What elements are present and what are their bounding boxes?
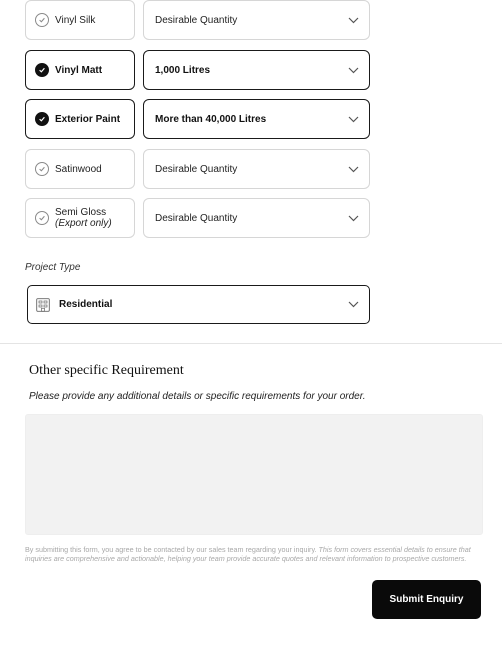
chevron-down-icon xyxy=(348,116,359,123)
check-circle-icon xyxy=(35,211,49,225)
project-type-value: Residential xyxy=(59,299,113,310)
product-note: (Export only) xyxy=(55,218,112,229)
check-circle-filled-icon xyxy=(35,112,49,126)
product-option-vinyl-matt[interactable] xyxy=(25,50,135,90)
quantity-select-vinyl-silk[interactable] xyxy=(143,0,370,40)
quantity-value: More than 40,000 Litres xyxy=(155,113,267,125)
product-name: Semi Gloss xyxy=(55,207,107,218)
requirements-textarea[interactable] xyxy=(25,414,483,535)
product-row-satinwood xyxy=(25,149,370,189)
disclaimer-details: This form covers essential details to ensure that inquiries are comprehensive and actionable, helping your team provide accurate quotes and relevant information to prospective customers. xyxy=(25,545,471,563)
section-divider xyxy=(0,343,502,344)
quantity-value: 1,000 Litres xyxy=(155,64,211,76)
product-row-vinyl-silk xyxy=(25,0,370,40)
product-option-vinyl-silk[interactable] xyxy=(25,0,135,40)
check-circle-filled-icon xyxy=(35,63,49,77)
project-type-label: Project Type xyxy=(25,262,81,273)
quantity-select-vinyl-matt[interactable] xyxy=(143,50,370,90)
project-type-select[interactable] xyxy=(27,285,370,324)
other-requirement-description: Please provide any additional details or specific requirements for your order. xyxy=(29,391,366,402)
quantity-select-satinwood[interactable] xyxy=(143,149,370,189)
chevron-down-icon xyxy=(348,301,359,308)
building-icon xyxy=(36,298,50,312)
product-row-semi-gloss xyxy=(25,198,370,238)
product-label: Vinyl Matt xyxy=(55,64,103,76)
product-label xyxy=(55,207,112,229)
product-label: Exterior Paint xyxy=(55,113,121,125)
product-row-vinyl-matt xyxy=(25,50,370,90)
quantity-select-semi-gloss[interactable] xyxy=(143,198,370,238)
quantity-select-exterior-paint[interactable] xyxy=(143,99,370,139)
product-option-semi-gloss[interactable] xyxy=(25,198,135,238)
other-requirement-title: Other specific Requirement xyxy=(29,363,184,378)
chevron-down-icon xyxy=(348,166,359,173)
disclaimer-consent: By submitting this form, you agree to be contacted by our sales team regarding your inquiry. xyxy=(25,545,319,554)
quantity-value: Desirable Quantity xyxy=(155,212,238,224)
disclaimer-text xyxy=(25,545,480,563)
chevron-down-icon xyxy=(348,17,359,24)
product-option-exterior-paint[interactable] xyxy=(25,99,135,139)
product-row-exterior-paint xyxy=(25,99,370,139)
check-circle-icon xyxy=(35,162,49,176)
product-label: Satinwood xyxy=(55,163,102,175)
submit-enquiry-button[interactable]: Submit Enquiry xyxy=(372,580,481,619)
chevron-down-icon xyxy=(348,215,359,222)
quantity-value: Desirable Quantity xyxy=(155,14,238,26)
product-label: Vinyl Silk xyxy=(55,14,96,26)
chevron-down-icon xyxy=(348,67,359,74)
product-option-satinwood[interactable] xyxy=(25,149,135,189)
quantity-value: Desirable Quantity xyxy=(155,163,238,175)
check-circle-icon xyxy=(35,13,49,27)
